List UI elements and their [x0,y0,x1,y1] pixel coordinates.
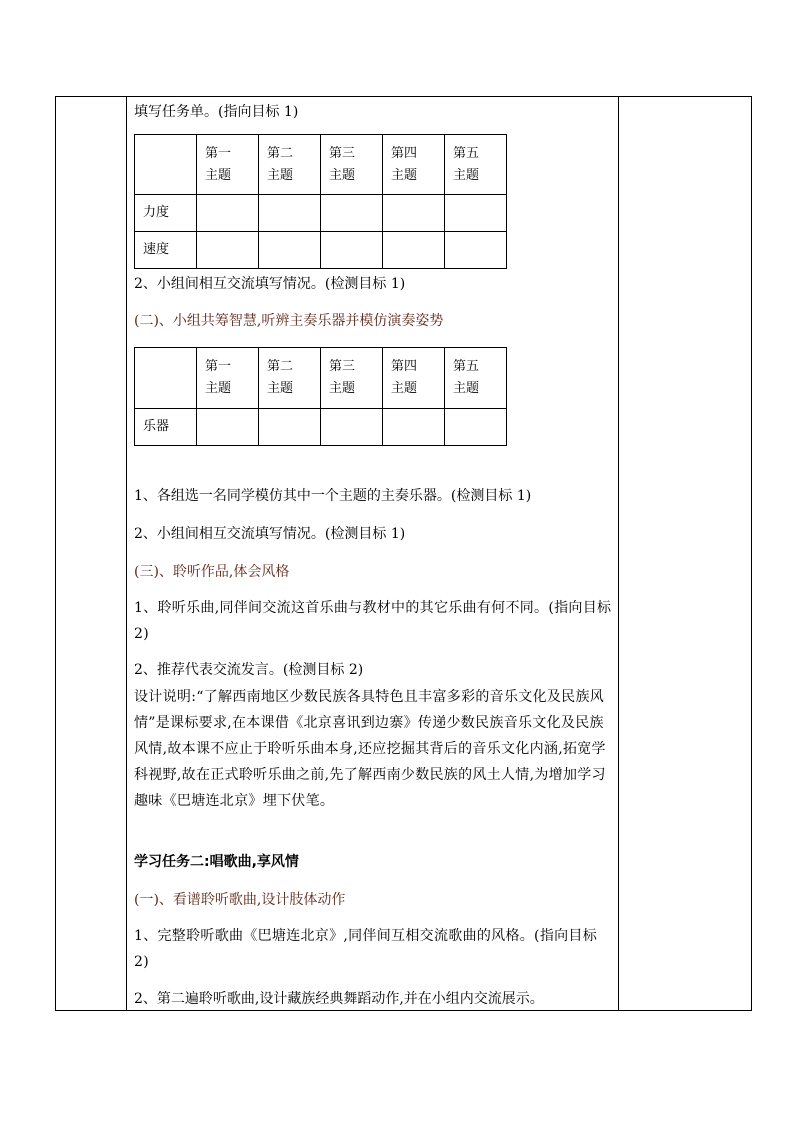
table-header-cell: 第二 主题 [259,135,321,195]
table-row [135,195,507,232]
table-cell [383,232,445,269]
task-line-recommend: 2、推荐代表交流发言。(检测目标 2) [134,662,364,678]
design-note-paragraph: 设计说明:“了解西南地区少数民族各具特色且丰富多彩的音乐文化及民族风情”是课标要求,在本课借《北京喜讯到边寨》传递少数民族音乐文化及民族风情,故本课不应止于聆听乐曲本身,还应挖掘其背后的音乐文化内涵,拓宽学科视野,故在正式聆听乐曲之前,先了解西南少数民族的风土人情,为增加学习趣味《巴塘连北京》埋下伏笔。 [134,689,606,809]
table-cell [383,195,445,232]
table-header-cell: 第四 主题 [383,135,445,195]
table-header-cell: 第一 主题 [197,348,259,409]
table-row [135,348,507,409]
task-line-dance-design: 2、第二遍聆听歌曲,设计藏族经典舞蹈动作,并在小组内交流展示。 [134,991,544,1007]
table-cell [259,195,321,232]
table-row [135,232,507,269]
task-line-group-exchange: 2、小组间相互交流填写情况。(检测目标 1) [134,276,406,292]
table-cell-empty [135,348,197,409]
table-header-cell: 第一 主题 [197,135,259,195]
main-column [126,96,618,1011]
table-cell [445,409,507,446]
theme-table-instruments [134,347,507,446]
table-cell [445,195,507,232]
table-cell [321,232,383,269]
table-header-cell: 第二 主题 [259,348,321,409]
table-cell [197,232,259,269]
task-line-fill-form: 填写任务单。(指向目标 1) [134,104,299,120]
section-heading-three: (三)、聆听作品,体会风格 [134,564,290,580]
table-cell [445,232,507,269]
task-line-imitate-instrument: 1、各组选一名同学模仿其中一个主题的主奏乐器。(检测目标 1) [134,488,532,504]
table-header-cell: 第五 主题 [445,348,507,409]
task-line-group-exchange-2: 2、小组间相互交流填写情况。(检测目标 1) [134,526,406,542]
task-paragraph-song-listen: 1、完整聆听歌曲《巴塘连北京》,同伴间互相交流歌曲的风格。(指向目标 2) [134,928,598,970]
table-row-label: 力度 [135,195,197,232]
theme-table-dynamics [134,134,507,269]
table-cell [197,409,259,446]
table-header-cell: 第五 主题 [445,135,507,195]
table-cell-empty [135,135,197,195]
table-cell [259,409,321,446]
table-cell [321,195,383,232]
table-header-cell: 第三 主题 [321,348,383,409]
table-row [135,409,507,446]
table-row [135,135,507,195]
table-cell [259,232,321,269]
table-header-cell: 第四 主题 [383,348,445,409]
column-divider-right [618,97,619,1010]
section-heading-two: (二)、小组共筹智慧,听辨主奏乐器并模仿演奏姿势 [134,313,444,329]
table-cell [321,409,383,446]
table-row-label: 乐器 [135,409,197,446]
table-cell [197,195,259,232]
table-cell [383,409,445,446]
section-heading-song: (一)、看谱聆听歌曲,设计肢体动作 [134,892,346,908]
table-header-cell: 第三 主题 [321,135,383,195]
task-paragraph-listen: 1、聆听乐曲,同伴间交流这首乐曲与教材中的其它乐曲有何不同。(指向目标 2) [134,600,612,642]
table-row-label: 速度 [135,232,197,269]
learning-task-two-heading: 学习任务二:唱歌曲,享风情 [134,854,299,870]
